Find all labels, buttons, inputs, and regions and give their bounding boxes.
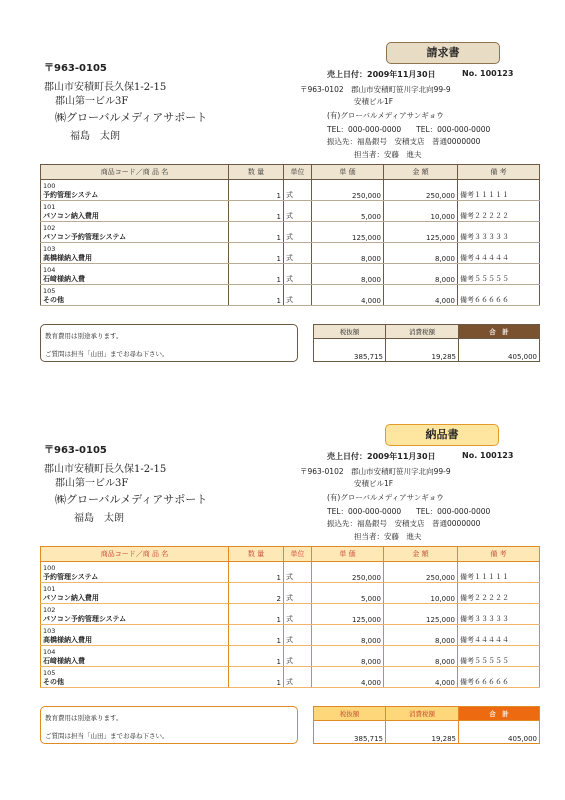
- item-qty: 1: [229, 264, 284, 285]
- item-code: 105: [43, 287, 56, 295]
- item-amount: 125,000: [384, 222, 458, 243]
- item-code: 101: [43, 585, 56, 593]
- issuer-phone: TEL：000-000-0000 TEL：000-000-0000: [327, 125, 491, 134]
- sale-date: 売上日付：2009年11月30日: [327, 452, 436, 461]
- tax-value: 19,285: [386, 339, 459, 362]
- issuer-phone: TEL：000-000-0000 TEL：000-000-0000: [327, 507, 491, 516]
- tax-label: 消費税額: [386, 707, 459, 721]
- item-amount: 8,000: [384, 625, 458, 646]
- table-row: [41, 667, 540, 688]
- item-code: 103: [43, 245, 56, 253]
- item-unit: 式: [284, 562, 312, 583]
- item-amount: 125,000: [384, 604, 458, 625]
- total-label: 合 計: [459, 325, 540, 339]
- item-note: 備考５５５５５: [458, 264, 540, 285]
- item-code: 100: [43, 564, 56, 572]
- item-price: 5,000: [312, 583, 384, 604]
- issuer-company: (有)グローバルメディアサンギョウ: [327, 111, 444, 120]
- item-note: 備考６６６６６: [458, 667, 540, 688]
- total-value: 405,000: [459, 339, 540, 362]
- item-unit: 式: [284, 285, 312, 306]
- item-price: 4,000: [312, 667, 384, 688]
- table-row: [41, 583, 540, 604]
- item-note: 備考１１１１１: [458, 180, 540, 201]
- table-row: [41, 264, 540, 285]
- recipient-person: 福島 太朗: [74, 513, 124, 524]
- recipient-postal: 〒963-0105: [44, 63, 107, 74]
- item-amount: 8,000: [384, 264, 458, 285]
- note-line: ご質問は担当「山田」までお尋ね下さい。: [45, 732, 169, 740]
- recipient-person: 福島 太朗: [70, 131, 120, 142]
- item-note: 備考２２２２２: [458, 201, 540, 222]
- table-row: [41, 243, 540, 264]
- item-note: 備考５５５５５: [458, 646, 540, 667]
- sale-date: 売上日付：2009年11月30日: [327, 70, 436, 79]
- issuer-contact: 担当者：安藤 進夫: [354, 150, 422, 159]
- table-row: [41, 285, 540, 306]
- issuer-address: 〒963-0102 郡山市安積町笹川字北向99-9: [300, 85, 451, 94]
- item-qty: 1: [229, 222, 284, 243]
- item-qty: 2: [229, 583, 284, 604]
- total-value: 405,000: [459, 721, 540, 744]
- note-line: ご質問は担当「山田」までお尋ね下さい。: [45, 350, 169, 358]
- item-code: 100: [43, 182, 56, 190]
- recipient-building: 郡山第一ビル3F: [55, 478, 129, 489]
- document-title-badge: 請求書: [386, 42, 500, 64]
- note-line: 教育費用は別途承ります。: [45, 714, 123, 722]
- item-note: 備考２２２２２: [458, 583, 540, 604]
- item-qty: 1: [229, 201, 284, 222]
- col-header-qty: 数 量: [229, 547, 284, 562]
- notes-box: [40, 324, 298, 362]
- table-row: [41, 625, 540, 646]
- item-note: 備考４４４４４: [458, 625, 540, 646]
- col-header-item: 商品コード／商 品 名: [41, 165, 229, 180]
- item-name: 石﨑様納入費: [43, 657, 85, 665]
- item-amount: 250,000: [384, 562, 458, 583]
- col-header-qty: 数 量: [229, 165, 284, 180]
- items-table: [40, 546, 540, 688]
- issuer-address: 〒963-0102 郡山市安積町笹川字北向99-9: [300, 467, 451, 476]
- item-qty: 1: [229, 625, 284, 646]
- item-price: 8,000: [312, 646, 384, 667]
- item-amount: 8,000: [384, 646, 458, 667]
- item-qty: 1: [229, 604, 284, 625]
- issuer-contact: 担当者：安藤 進夫: [354, 532, 422, 541]
- col-header-price: 単 価: [312, 165, 384, 180]
- item-amount: 10,000: [384, 583, 458, 604]
- item-code: 102: [43, 606, 56, 614]
- subtotal-value: 385,715: [314, 721, 386, 744]
- item-amount: 8,000: [384, 243, 458, 264]
- recipient-address: 郡山市安積町長久保1-2-15: [44, 464, 167, 475]
- item-code: 104: [43, 648, 56, 656]
- item-name: その他: [43, 678, 64, 686]
- col-header-note: 備 考: [458, 547, 540, 562]
- table-row: [41, 180, 540, 201]
- table-row: [41, 604, 540, 625]
- item-unit: 式: [284, 646, 312, 667]
- item-price: 250,000: [312, 180, 384, 201]
- document-number: No. 100123: [462, 69, 514, 78]
- item-qty: 1: [229, 243, 284, 264]
- item-unit: 式: [284, 264, 312, 285]
- item-code: 104: [43, 266, 56, 274]
- item-unit: 式: [284, 180, 312, 201]
- item-price: 4,000: [312, 285, 384, 306]
- item-price: 125,000: [312, 604, 384, 625]
- item-unit: 式: [284, 667, 312, 688]
- issuer-building: 安積ビル1F: [354, 479, 394, 488]
- document-title-badge: 納品書: [385, 424, 499, 446]
- col-header-amount: 金 額: [384, 165, 458, 180]
- recipient-company: ㈱グローバルメディアサポート: [55, 493, 208, 506]
- items-table: [40, 164, 540, 306]
- recipient-address: 郡山市安積町長久保1-2-15: [44, 82, 167, 93]
- table-row: [41, 201, 540, 222]
- subtotal-label: 税抜額: [314, 707, 386, 721]
- issuer-company: (有)グローバルメディアサンギョウ: [327, 493, 444, 502]
- document-number: No. 100123: [462, 451, 514, 460]
- item-name: パソコン納入費用: [43, 212, 99, 220]
- col-header-unit: 単位: [284, 165, 312, 180]
- item-code: 103: [43, 627, 56, 635]
- items-header-row: [41, 165, 540, 180]
- item-name: パソコン納入費用: [43, 594, 99, 602]
- item-amount: 4,000: [384, 667, 458, 688]
- item-qty: 1: [229, 667, 284, 688]
- col-header-amount: 金 額: [384, 547, 458, 562]
- item-note: 備考６６６６６: [458, 285, 540, 306]
- item-code: 105: [43, 669, 56, 677]
- col-header-unit: 単位: [284, 547, 312, 562]
- tax-value: 19,285: [386, 721, 459, 744]
- table-row: [41, 222, 540, 243]
- items-header-row: [41, 547, 540, 562]
- item-name: パソコン予約管理システム: [43, 233, 127, 241]
- item-unit: 式: [284, 243, 312, 264]
- item-unit: 式: [284, 604, 312, 625]
- col-header-price: 単 価: [312, 547, 384, 562]
- item-amount: 4,000: [384, 285, 458, 306]
- item-amount: 250,000: [384, 180, 458, 201]
- item-unit: 式: [284, 625, 312, 646]
- item-note: 備考３３３３３: [458, 604, 540, 625]
- note-line: 教育費用は別途承ります。: [45, 332, 123, 340]
- notes-box: [40, 706, 298, 744]
- recipient-postal: 〒963-0105: [44, 445, 107, 456]
- item-code: 102: [43, 224, 56, 232]
- delivery-document: [0, 400, 565, 800]
- subtotal-label: 税抜額: [314, 325, 386, 339]
- col-header-note: 備 考: [458, 165, 540, 180]
- item-qty: 1: [229, 285, 284, 306]
- table-row: [41, 646, 540, 667]
- recipient-building: 郡山第一ビル3F: [55, 96, 129, 107]
- item-price: 5,000: [312, 201, 384, 222]
- item-name: 予約管理システム: [43, 573, 99, 581]
- item-name: 石﨑様納入費: [43, 275, 85, 283]
- item-note: 備考４４４４４: [458, 243, 540, 264]
- issuer-bank: 振込先：福島銀号 安積支店 普通0000000: [327, 519, 481, 528]
- item-name: 予約管理システム: [43, 191, 99, 199]
- issuer-building: 安積ビル1F: [354, 97, 394, 106]
- tax-label: 消費税額: [386, 325, 459, 339]
- table-row: [41, 562, 540, 583]
- item-qty: 1: [229, 646, 284, 667]
- item-price: 250,000: [312, 562, 384, 583]
- item-price: 125,000: [312, 222, 384, 243]
- item-amount: 10,000: [384, 201, 458, 222]
- item-price: 8,000: [312, 243, 384, 264]
- item-note: 備考１１１１１: [458, 562, 540, 583]
- item-price: 8,000: [312, 625, 384, 646]
- recipient-company: ㈱グローバルメディアサポート: [55, 111, 208, 124]
- item-price: 8,000: [312, 264, 384, 285]
- totals-table: [313, 706, 540, 744]
- item-unit: 式: [284, 201, 312, 222]
- subtotal-value: 385,715: [314, 339, 386, 362]
- item-name: 高橋様納入費用: [43, 254, 92, 262]
- item-unit: 式: [284, 583, 312, 604]
- col-header-item: 商品コード／商 品 名: [41, 547, 229, 562]
- item-name: 高橋様納入費用: [43, 636, 92, 644]
- item-note: 備考３３３３３: [458, 222, 540, 243]
- totals-table: [313, 324, 540, 362]
- issuer-bank: 振込先：福島銀号 安積支店 普通0000000: [327, 137, 481, 146]
- item-name: パソコン予約管理システム: [43, 615, 127, 623]
- item-code: 101: [43, 203, 56, 211]
- total-label: 合 計: [459, 707, 540, 721]
- item-qty: 1: [229, 562, 284, 583]
- item-name: その他: [43, 296, 64, 304]
- item-qty: 1: [229, 180, 284, 201]
- item-unit: 式: [284, 222, 312, 243]
